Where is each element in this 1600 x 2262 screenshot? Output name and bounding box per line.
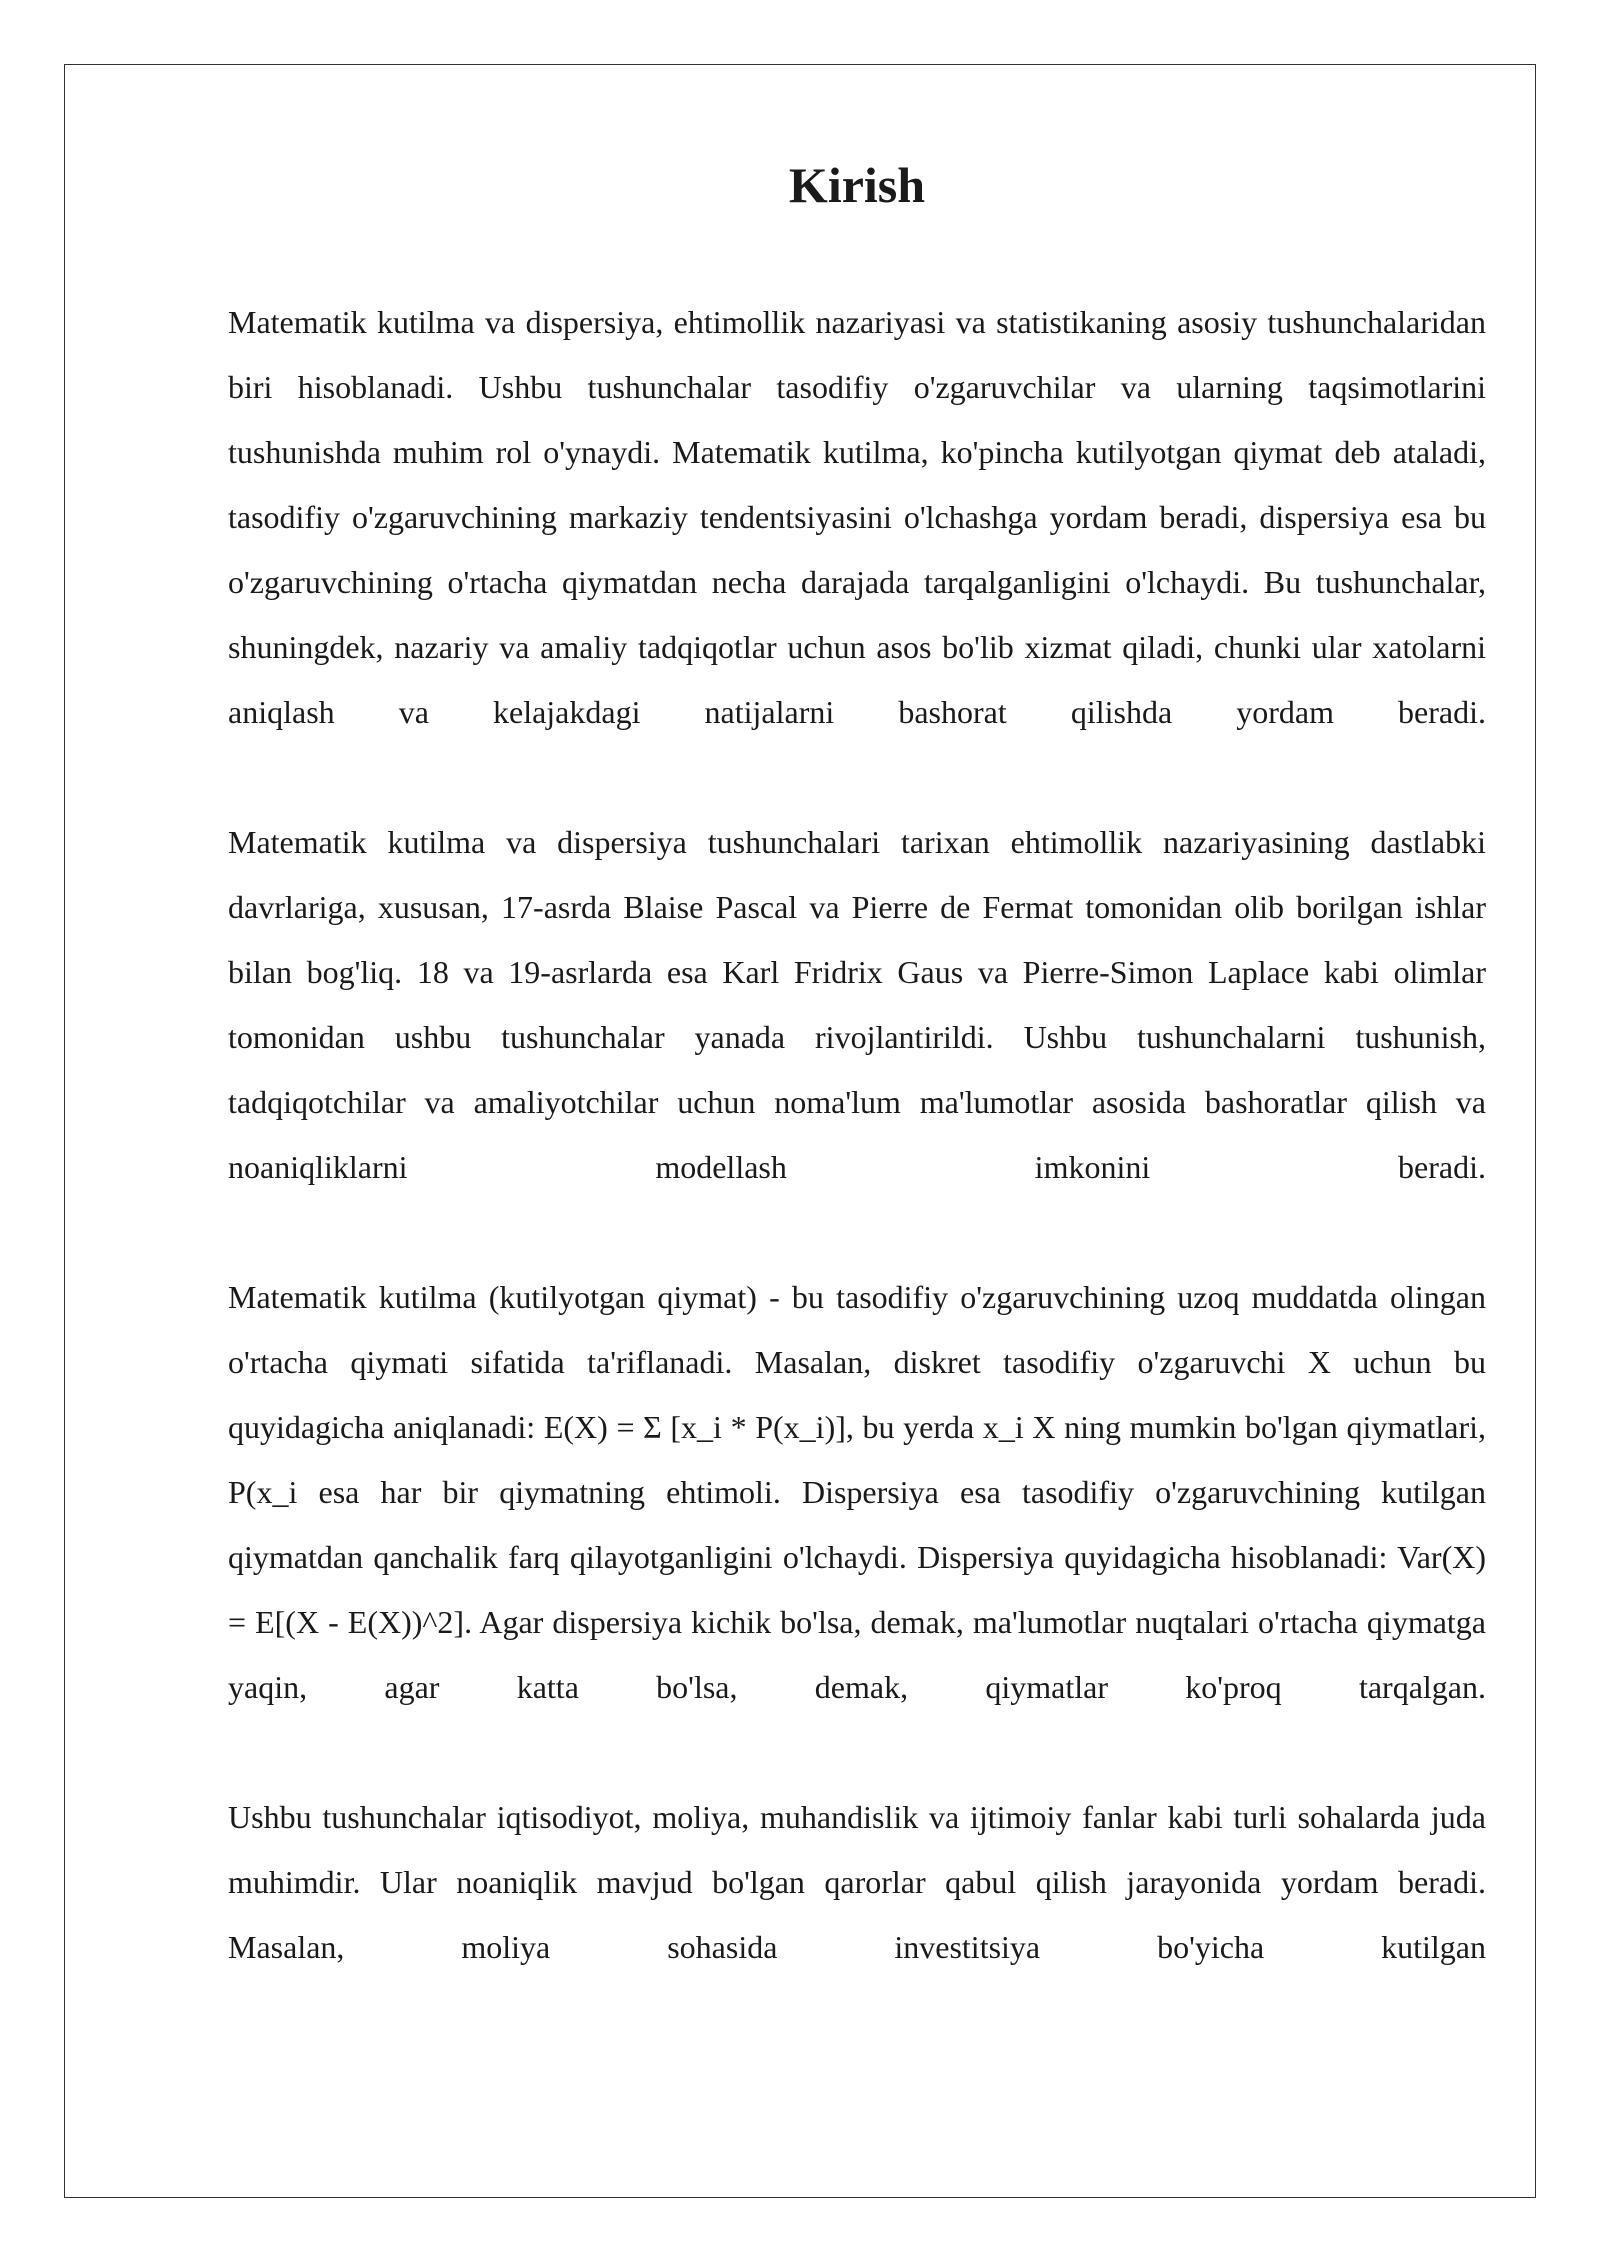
- paragraph-2: Matematik kutilma va dispersiya tushunchalari tarixan ehtimollik nazariyasining dastlabki davrlariga, xususan, 17-asrda Blaise Pascal va Pierre de Fermat tomonidan olib borilgan ishlar bilan bog'liq. 18 va 19-asrlarda esa Karl Fridrix Gaus va Pierre-Simon Laplace kabi olimlar tomonidan ushbu tushunchalar yanada rivojlantirildi. Ushbu tushunchalarni tushunish, tadqiqotchilar va amaliyotchilar uchun noma'lum ma'lumotlar asosida bashoratlar qilish va noaniqliklarni modellash imkonini beradi.: [228, 824, 1486, 1185]
- page-title: Kirish: [788, 157, 926, 213]
- paragraph-3: Matematik kutilma (kutilyotgan qiymat) - bu tasodifiy o'zgaruvchining uzoq muddatda olingan o'rtacha qiymati sifatida ta'riflanadi. Masalan, diskret tasodifiy o'zgaruvchi X uchun bu quyidagicha aniqlanadi: E(X) = Σ [x_i * P(x_i)], bu yerda x_i X ning mumkin bo'lgan qiymatlari, P(x_i esa har bir qiymatning ehtimoli. Dispersiya esa tasodifiy o'zgaruvchining kutilgan qiymatdan qanchalik farq qilayotganligini o'lchaydi. Dispersiya quyidagicha hisoblanadi: Var(X) = E[(X - E(X))^2]. Agar dispersiya kichik bo'lsa, demak, ma'lumotlar nuqtalari o'rtacha qiymatga yaqin, agar katta bo'lsa, demak, qiymatlar ko'proq tarqalgan.: [228, 1279, 1486, 1705]
- paragraph-1: Matematik kutilma va dispersiya, ehtimollik nazariyasi va statistikaning asosiy tushunchalaridan biri hisoblanadi. Ushbu tushunchalar tasodifiy o'zgaruvchilar va ularning taqsimotlarini tushunishda muhim rol o'ynaydi. Matematik kutilma, ko'pincha kutilyotgan qiymat deb ataladi, tasodifiy o'zgaruvchining markaziy tendentsiyasini o'lchashga yordam beradi, dispersiya esa bu o'zgaruvchining o'rtacha qiymatdan necha darajada tarqalganligini o'lchaydi. Bu tushunchalar, shuningdek, nazariy va amaliy tadqiqotlar uchun asos bo'lib xizmat qiladi, chunki ular xatolarni aniqlash va kelajakdagi natijalarni bashorat qilishda yordam beradi.: [228, 304, 1486, 730]
- document-body: [228, 150, 1486, 1980]
- paragraph-4: Ushbu tushunchalar iqtisodiyot, moliya, muhandislik va ijtimoiy fanlar kabi turli sohalarda juda muhimdir. Ular noaniqlik mavjud bo'lgan qarorlar qabul qilish jarayonida yordam beradi. Masalan, moliya sohasida investitsiya bo'yicha kutilgan: [228, 1799, 1486, 1965]
